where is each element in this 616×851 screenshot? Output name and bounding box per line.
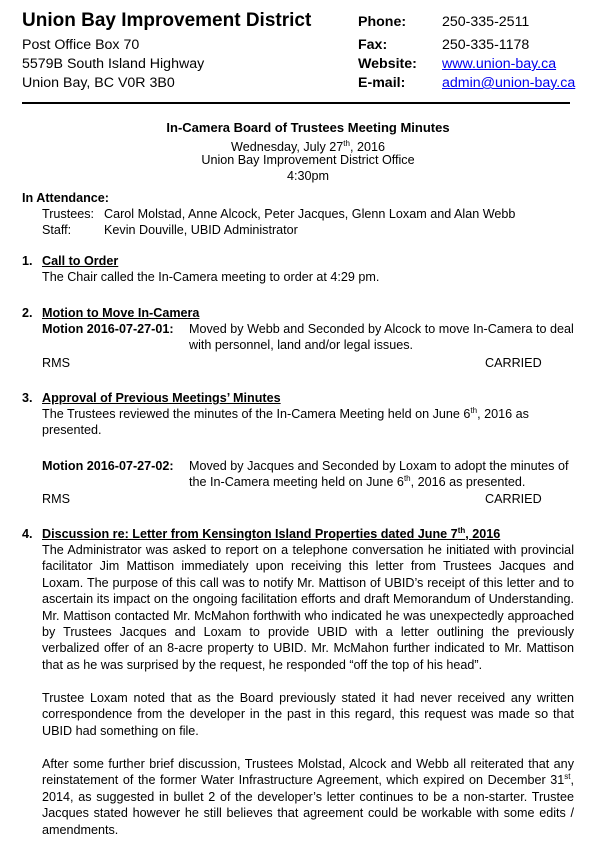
section-2-heading: Motion to Move In-Camera <box>42 306 200 320</box>
trustees-label: Trustees: <box>42 207 95 221</box>
section-4-heading: Discussion re: Letter from Kensington Island Properties dated June 7th, 2016 <box>42 525 501 541</box>
address-line-3: Union Bay, BC V0R 3B0 <box>22 75 175 91</box>
motion-2-result: CARRIED <box>485 492 542 506</box>
section-3-number: 3. <box>22 391 33 405</box>
organization-name: Union Bay Improvement District <box>22 10 312 31</box>
motion-1-rms: RMS <box>42 356 70 370</box>
attendance-heading: In Attendance: <box>22 191 109 205</box>
website-label: Website: <box>358 56 417 72</box>
website-link[interactable]: www.union-bay.ca <box>442 56 557 72</box>
meeting-time: 4:30pm <box>286 169 329 183</box>
meeting-date: Wednesday, July 27th, 2016 <box>231 139 385 155</box>
section-3-heading: Approval of Previous Meetings’ Minutes <box>42 391 281 405</box>
header-divider <box>22 102 570 104</box>
section-4-paragraph-2: Trustee Loxam noted that as the Board previously stated it had never received any written correspondence from the developer in the past in this regard, this request was made so that UBID had something on file. <box>42 691 574 738</box>
section-2-number: 2. <box>22 306 33 320</box>
meeting-location: Union Bay Improvement District Office <box>201 153 415 167</box>
section-4-paragraph-3: After some further brief discussion, Trustees Molstad, Alcock and Webb all reiterated that any reinstatement of the former Water Infrastructure Agreement, which expired on December 31st, 2014, as suggested in bullet 2 of the developer’s letter continues to be a non-starter. Trustee Jacques stated however he still believes that agreement could be workable with some edits / amendments. <box>42 757 574 837</box>
motion-1-text: Moved by Webb and Seconded by Alcock to move In-Camera to deal with personnel, land and/or legal issues. <box>189 322 574 353</box>
address-line-2: 5579B South Island Highway <box>22 56 205 72</box>
motion-1-label: Motion 2016-07-27-01: <box>42 322 174 336</box>
section-1-text: The Chair called the In-Camera meeting to order at 4:29 pm. <box>42 270 380 284</box>
motion-2-rms: RMS <box>42 492 70 506</box>
trustees-list: Carol Molstad, Anne Alcock, Peter Jacques, Glenn Loxam and Alan Webb <box>104 207 516 221</box>
fax-value: 250-335-1178 <box>442 37 530 53</box>
email-label: E-mail: <box>358 75 406 91</box>
staff-label: Staff: <box>42 223 72 237</box>
section-4-number: 4. <box>22 527 33 541</box>
phone-label: Phone: <box>358 14 407 30</box>
phone-value: 250-335-2511 <box>442 14 530 30</box>
address-line-1: Post Office Box 70 <box>22 37 140 53</box>
section-1-number: 1. <box>22 254 33 268</box>
section-3-text: The Trustees reviewed the minutes of the In-Camera Meeting held on June 6th, 2016 as presented. <box>42 405 529 438</box>
section-1-heading: Call to Order <box>42 254 119 268</box>
fax-label: Fax: <box>358 37 388 53</box>
motion-1-result: CARRIED <box>485 356 542 370</box>
staff-list: Kevin Douville, UBID Administrator <box>104 223 298 237</box>
document-title: In-Camera Board of Trustees Meeting Minutes <box>166 120 450 135</box>
motion-2-label: Motion 2016-07-27-02: <box>42 459 174 473</box>
motion-2-text: Moved by Jacques and Seconded by Loxam to adopt the minutes of the In-Camera meeting held on June 6th, 2016 as presented. <box>189 459 569 490</box>
section-4-paragraph-1: The Administrator was asked to report on a telephone conversation he initiated with provincial facilitator Jim Mattison immediately upon receiving this letter from Trustees Jacques and Loxam. The purpose of this call was to notify Mr. Mattison of UBID’s receipt of this letter and to ascertain its impact on the ongoing facilitation efforts and draft Memorandum of Understanding. Mr. Mattison contacted Mr. McMahon forthwith who indicated he was unexpectedly approached by Trustees Jacques and Loxam to provide UBID with a letter outlining the previously verbalized offer of an 8-acre property to UBID. Mr. McMahon further indicated to Mr. Mattison that as he was surprised by the request, he responded “off the top of his head”. <box>42 543 574 672</box>
email-link[interactable]: admin@union-bay.ca <box>442 75 576 91</box>
